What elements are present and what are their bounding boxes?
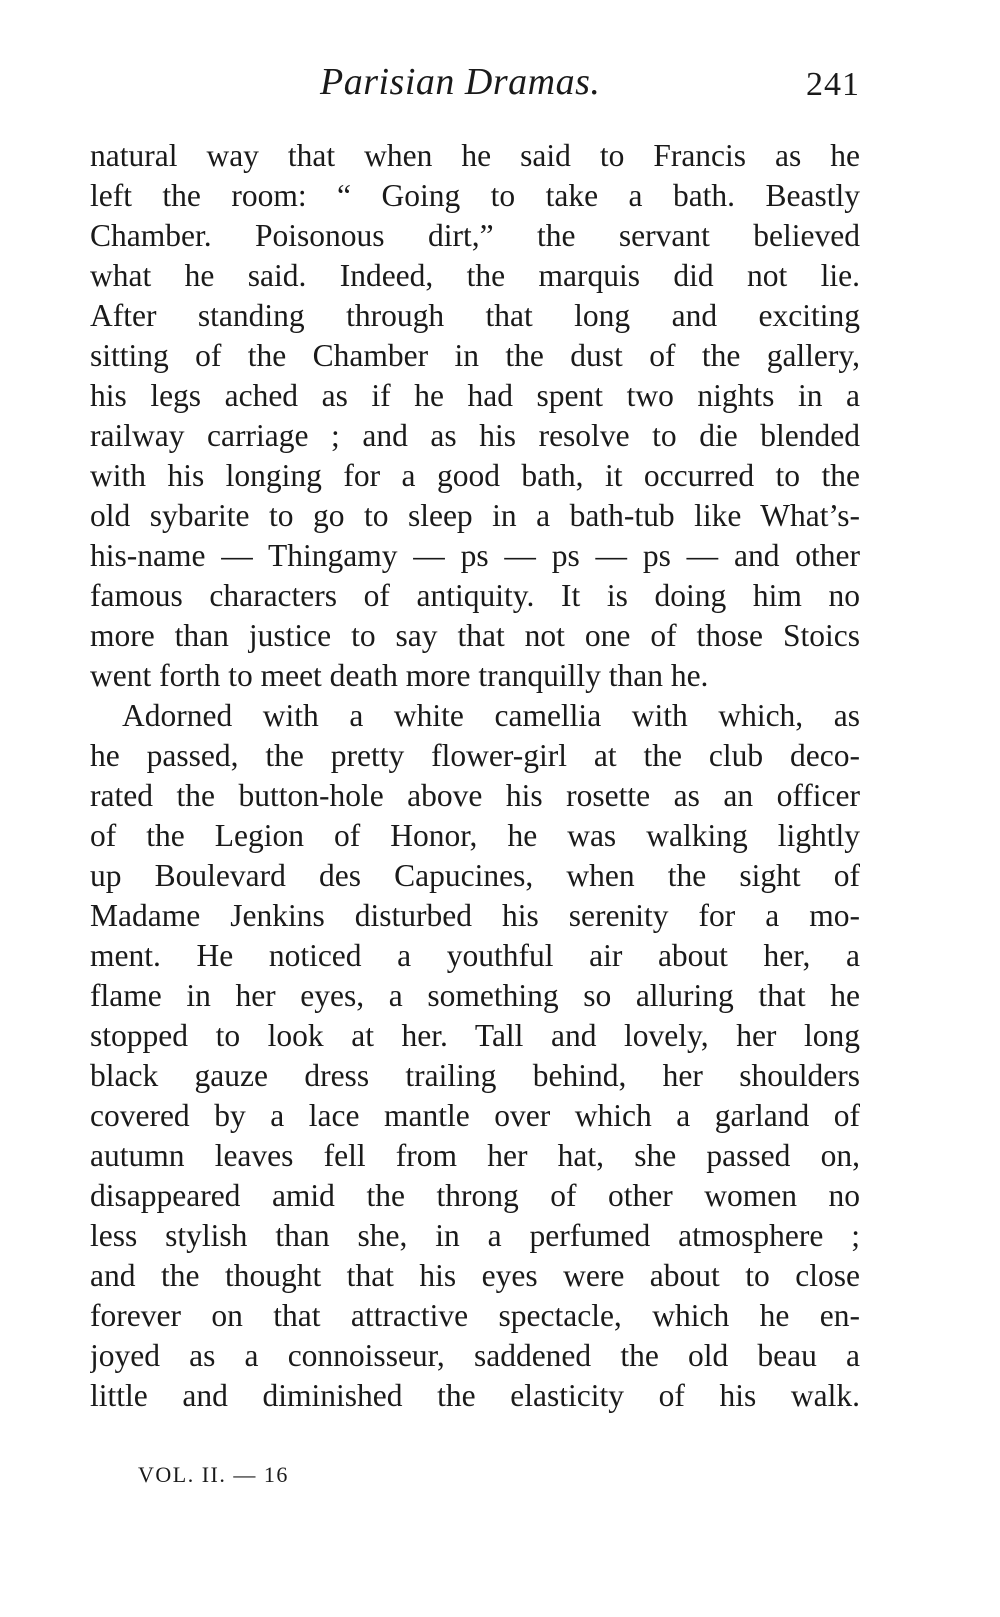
text-line: he passed, the pretty flower-girl at the club deco-	[90, 738, 860, 773]
page-number: 241	[806, 66, 860, 103]
running-head	[90, 60, 860, 116]
text-line: Adorned with a white camellia with which, as	[122, 698, 860, 733]
text-line: After standing through that long and exciting	[90, 298, 860, 333]
text-line: of the Legion of Honor, he was walking lightly	[90, 818, 860, 853]
signature-mark: VOL. II. — 16	[138, 1462, 289, 1487]
text-line: Madame Jenkins disturbed his serenity for a mo-	[90, 898, 860, 933]
text-line: famous characters of antiquity. It is doing him no	[90, 578, 860, 613]
text-line: ment. He noticed a youthful air about her, a	[90, 938, 860, 973]
text-line: with his longing for a good bath, it occurred to the	[90, 458, 860, 493]
text-line: joyed as a connoisseur, saddened the old beau a	[90, 1338, 860, 1373]
text-line: sitting of the Chamber in the dust of the gallery,	[90, 338, 860, 373]
text-line: railway carriage ; and as his resolve to die blended	[90, 418, 860, 453]
body-text	[90, 136, 860, 1416]
text-line: disappeared amid the throng of other women no	[90, 1178, 860, 1213]
text-line: covered by a lace mantle over which a garland of	[90, 1098, 860, 1133]
text-line: and the thought that his eyes were about to close	[90, 1258, 860, 1293]
text-line: his-name — Thingamy — ps — ps — ps — and other	[90, 538, 860, 573]
text-line: went forth to meet death more tranquilly than he.	[90, 658, 709, 693]
text-line: forever on that attractive spectacle, which he en-	[90, 1298, 860, 1333]
text-line: old sybarite to go to sleep in a bath-tub like What’s-	[90, 498, 860, 533]
text-line: left the room: “ Going to take a bath. Beastly	[90, 178, 860, 213]
text-line: what he said. Indeed, the marquis did not lie.	[90, 258, 860, 293]
text-line: Chamber. Poisonous dirt,” the servant believed	[90, 218, 860, 253]
text-line: stopped to look at her. Tall and lovely, her long	[90, 1018, 860, 1053]
text-line: black gauze dress trailing behind, her shoulders	[90, 1058, 860, 1093]
text-line: little and diminished the elasticity of his walk.	[90, 1378, 860, 1413]
text-line: less stylish than she, in a perfumed atmosphere ;	[90, 1218, 860, 1253]
text-line: rated the button-hole above his rosette as an officer	[90, 778, 860, 813]
text-line: natural way that when he said to Francis as he	[90, 138, 860, 173]
text-line: flame in her eyes, a something so alluring that he	[90, 978, 860, 1013]
text-line: up Boulevard des Capucines, when the sight of	[90, 858, 860, 893]
text-line: more than justice to say that not one of those Stoics	[90, 618, 860, 653]
text-line: his legs ached as if he had spent two nights in a	[90, 378, 860, 413]
running-title: Parisian Dramas.	[320, 61, 601, 103]
text-line: autumn leaves fell from her hat, she passed on,	[90, 1138, 860, 1173]
